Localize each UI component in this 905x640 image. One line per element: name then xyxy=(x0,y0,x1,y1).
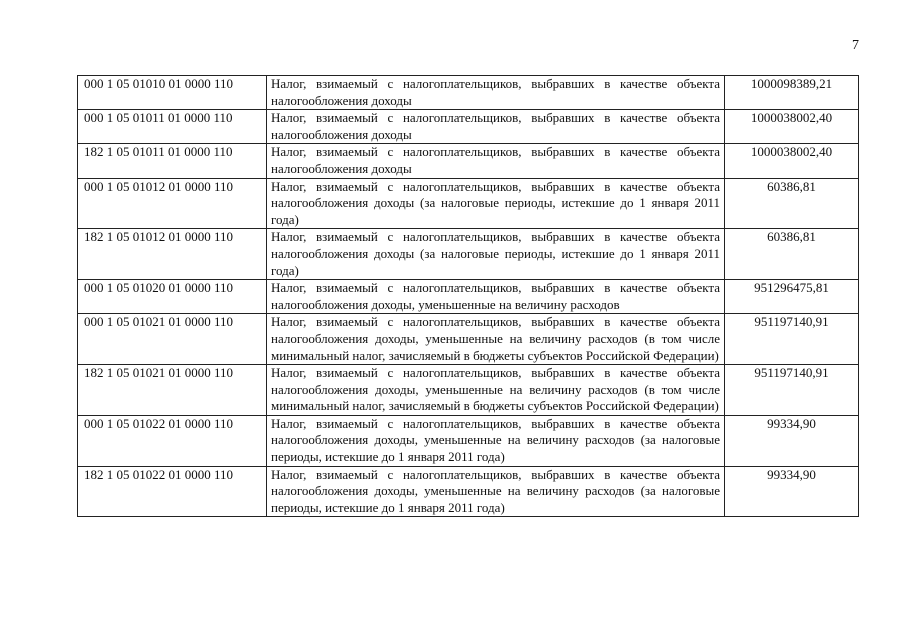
table-row xyxy=(78,466,859,517)
amount-cell: 60386,81 xyxy=(725,178,859,229)
revenue-description-cell: Налог, взимаемый с налогоплательщиков, выбравших в качестве объекта налогообложения доходы xyxy=(267,144,725,178)
table-row xyxy=(78,76,859,110)
classification-code-cell: 182 1 05 01021 01 0000 110 xyxy=(78,365,267,416)
classification-code-cell: 182 1 05 01022 01 0000 110 xyxy=(78,466,267,517)
revenue-description-cell: Налог, взимаемый с налогоплательщиков, выбравших в качестве объекта налогообложения доходы, уменьшенные на величину расходов (в том числе минимальный налог, зачисляемый в бюджеты субъектов Российской Федерации) xyxy=(267,314,725,365)
revenue-description-cell: Налог, взимаемый с налогоплательщиков, выбравших в качестве объекта налогообложения доходы, уменьшенные на величину расходов (в том числе минимальный налог, зачисляемый в бюджеты субъектов Российской Федерации) xyxy=(267,365,725,416)
revenue-description-cell: Налог, взимаемый с налогоплательщиков, выбравших в качестве объекта налогообложения доходы xyxy=(267,76,725,110)
table-row xyxy=(78,229,859,280)
table-row xyxy=(78,280,859,314)
table-row xyxy=(78,110,859,144)
amount-cell: 951296475,81 xyxy=(725,280,859,314)
classification-code-cell: 000 1 05 01012 01 0000 110 xyxy=(78,178,267,229)
revenue-description-cell: Налог, взимаемый с налогоплательщиков, выбравших в качестве объекта налогообложения доходы, уменьшенные на величину расходов xyxy=(267,280,725,314)
table-row xyxy=(78,314,859,365)
amount-cell: 951197140,91 xyxy=(725,365,859,416)
revenue-description-cell: Налог, взимаемый с налогоплательщиков, выбравших в качестве объекта налогообложения доходы, уменьшенные на величину расходов (за налоговые периоды, истекшие до 1 января 2011 года) xyxy=(267,415,725,466)
amount-cell: 1000098389,21 xyxy=(725,76,859,110)
classification-code-cell: 000 1 05 01010 01 0000 110 xyxy=(78,76,267,110)
revenue-description-cell: Налог, взимаемый с налогоплательщиков, выбравших в качестве объекта налогообложения доходы (за налоговые периоды, истекшие до 1 января 2011 года) xyxy=(267,178,725,229)
table-row xyxy=(78,365,859,416)
amount-cell: 1000038002,40 xyxy=(725,110,859,144)
table-row xyxy=(78,415,859,466)
classification-code-cell: 182 1 05 01012 01 0000 110 xyxy=(78,229,267,280)
revenue-description-cell: Налог, взимаемый с налогоплательщиков, выбравших в качестве объекта налогообложения доходы (за налоговые периоды, истекшие до 1 января 2011 года) xyxy=(267,229,725,280)
revenue-description-cell: Налог, взимаемый с налогоплательщиков, выбравших в качестве объекта налогообложения доходы, уменьшенные на величину расходов (за налоговые периоды, истекшие до 1 января 2011 года) xyxy=(267,466,725,517)
amount-cell: 60386,81 xyxy=(725,229,859,280)
classification-code-cell: 000 1 05 01021 01 0000 110 xyxy=(78,314,267,365)
classification-code-cell: 182 1 05 01011 01 0000 110 xyxy=(78,144,267,178)
budget-revenue-table xyxy=(77,75,859,517)
table-row xyxy=(78,144,859,178)
amount-cell: 951197140,91 xyxy=(725,314,859,365)
amount-cell: 1000038002,40 xyxy=(725,144,859,178)
amount-cell: 99334,90 xyxy=(725,415,859,466)
classification-code-cell: 000 1 05 01011 01 0000 110 xyxy=(78,110,267,144)
table-body xyxy=(78,76,859,517)
page-number: 7 xyxy=(852,38,859,53)
classification-code-cell: 000 1 05 01020 01 0000 110 xyxy=(78,280,267,314)
revenue-description-cell: Налог, взимаемый с налогоплательщиков, выбравших в качестве объекта налогообложения доходы xyxy=(267,110,725,144)
amount-cell: 99334,90 xyxy=(725,466,859,517)
classification-code-cell: 000 1 05 01022 01 0000 110 xyxy=(78,415,267,466)
table-row xyxy=(78,178,859,229)
